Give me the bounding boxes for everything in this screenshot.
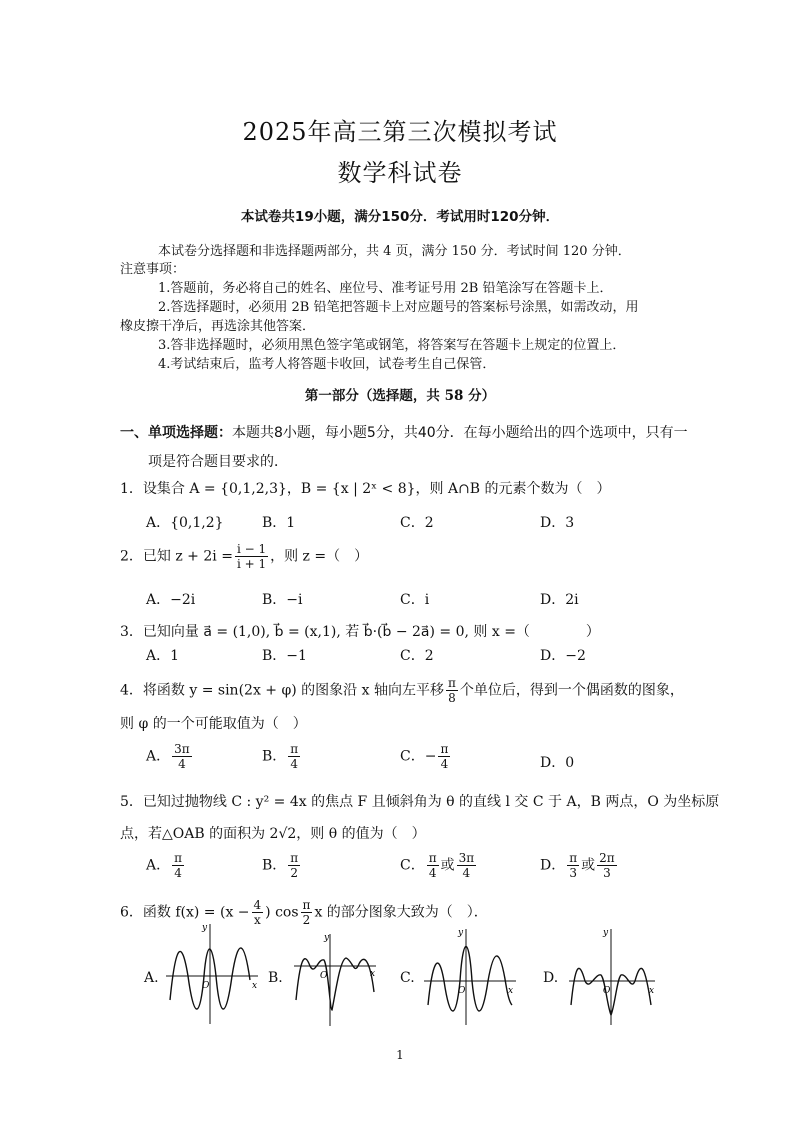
question-1-option-c: C．2 (400, 515, 434, 531)
y-axis-label: y (458, 928, 464, 938)
question-3-stem: 3．已知向量 a⃗ = (1,0), b⃗ = (x,1), 若 b⃗·(b⃗ − 2a⃗) = 0, 则 x =（ ） (120, 624, 600, 640)
frac-den: 4 (428, 866, 437, 880)
frac-num: π (302, 898, 311, 912)
exam-title: 2025年高三第三次模拟考试 (242, 118, 558, 146)
section-title: 第一部分（选择题，共 58 分） (304, 388, 496, 404)
frac-num: π (440, 742, 449, 756)
origin-label: O (603, 986, 611, 996)
frac-num: π (569, 851, 578, 865)
option-fraction (172, 851, 184, 880)
question-2-stem-b: ，则 z =（ ） (270, 548, 369, 565)
frac-den: 3 (603, 866, 611, 880)
question-5-option-a (146, 851, 186, 880)
question-4-stem-a: 4．将函数 y = sin(2x + φ) 的图象沿 x 轴向左平移 (120, 682, 444, 699)
part-desc-a: 本题共8小题，每小题5分，共40分．在每小题给出的四个选项中，只有一 (232, 425, 688, 441)
option-label: B． (262, 748, 287, 765)
option-label: C． (400, 857, 425, 874)
question-1-option-a: A．{0,1,2} (146, 515, 224, 531)
question-4-stem-b: 个单位后，得到一个偶函数的图象， (459, 682, 684, 699)
frac-num: 3π (174, 742, 190, 756)
exam-subject-title: 数学科试卷 (337, 159, 463, 187)
frac-num: π (174, 851, 183, 865)
y-axis-label: y (324, 933, 330, 943)
question-2-stem (120, 542, 368, 571)
notes-item-4: 4.考试结束后，监考人将答题卡收回，试卷考生自己保管． (158, 357, 496, 372)
question-2-stem-a: 2．已知 z + 2i = (120, 548, 233, 565)
option-label: C． (400, 748, 425, 765)
y-axis-label: y (202, 923, 208, 933)
option-fraction-2 (457, 851, 477, 880)
question-2-frac-den: i + 1 (236, 557, 267, 571)
option-fraction (438, 742, 450, 771)
frac-den: 4 (440, 757, 449, 771)
question-3-option-d: D．−2 (540, 648, 586, 664)
option-fraction (288, 742, 300, 771)
question-3-option-c: C．2 (400, 648, 434, 664)
question-2-option-b: B．−i (262, 592, 303, 608)
frac-num: 4 (253, 898, 262, 912)
question-4-frac-den: 8 (448, 691, 456, 705)
question-5-option-c (400, 851, 478, 880)
notes-heading: 注意事项： (120, 262, 186, 277)
question-2-option-a: A．−2i (146, 592, 196, 608)
question-4-option-b (262, 742, 302, 771)
notes-item-2a: 2.答选择题时，必须用 2B 铅笔把答题卡上对应题号的答案标号涂黑，如需改动，用 (158, 300, 639, 315)
question-6-option-c: C. (400, 970, 415, 986)
notes-item-1: 1.答题前，务必将自己的姓名、座位号、准考证号用 2B 铅笔涂写在答题卡上． (158, 281, 613, 296)
question-3-option-b: B．−1 (262, 648, 307, 664)
question-6-stem-c: x 的部分图象大致为（ ）． (314, 904, 488, 921)
option-label: D． (540, 857, 566, 874)
graph-option-d (565, 925, 660, 1030)
graph-option-b (290, 930, 380, 1030)
origin-label: O (320, 971, 328, 981)
question-2-frac-num: i − 1 (236, 542, 267, 556)
option-value: 0 (565, 755, 575, 771)
frac-num: π (290, 742, 299, 756)
question-4-stem (120, 676, 684, 705)
question-4-option-a (146, 742, 194, 771)
frac-den: 4 (462, 866, 471, 880)
question-5-option-b (262, 851, 302, 880)
frac-den: 3 (569, 866, 577, 880)
part-heading (120, 422, 688, 442)
question-6-option-b: B. (268, 970, 283, 986)
question-4-frac-num: π (447, 676, 456, 690)
option-or: 或 (581, 857, 596, 874)
question-3-option-a: A．1 (146, 648, 180, 664)
question-5-stem-b: 点，若△OAB 的面积为 2√2，则 θ 的值为（ ） (120, 826, 426, 842)
option-fraction (288, 851, 300, 880)
notes-item-3: 3.答非选择题时，必须用黑色签字笔或钢笔，将答案写在答题卡上规定的位置上． (158, 338, 626, 353)
question-5-option-d (540, 851, 619, 880)
x-axis-label: x (508, 986, 514, 996)
question-2-fraction (235, 542, 268, 571)
option-label: A． (146, 857, 171, 874)
y-axis-label: y (603, 928, 609, 938)
notes-item-2b: 橡皮擦干净后，再选涂其他答案． (120, 319, 316, 334)
question-6-stem-a: 6．函数 f(x) = (x − (120, 904, 250, 921)
question-4-stem-c: 则 φ 的一个可能取值为（ ） (120, 716, 307, 732)
frac-den: 2 (302, 913, 311, 927)
option-label: B． (262, 857, 287, 874)
question-4-option-d (540, 752, 574, 772)
frac-den: 4 (178, 757, 186, 771)
question-6-option-a: A. (144, 970, 159, 986)
graph-option-c (420, 925, 520, 1030)
frac-num: π (428, 851, 437, 865)
frac-den: x (253, 913, 261, 927)
origin-label: O (458, 986, 466, 996)
frac-num: π (290, 851, 299, 865)
origin-label: O (202, 981, 210, 991)
graph-option-a (162, 920, 262, 1030)
frac-num: 3π (458, 851, 475, 865)
question-6-fraction-2 (301, 898, 313, 927)
question-6-option-d: D. (543, 970, 559, 986)
option-sign: − (424, 748, 437, 765)
question-2-option-c: C．i (400, 592, 430, 608)
option-label: D． (540, 755, 566, 771)
frac-num: 2π (599, 851, 615, 865)
question-4-fraction (446, 676, 458, 705)
question-1-option-b: B．1 (262, 515, 296, 531)
x-axis-label: x (649, 986, 655, 996)
question-1-option-d: D．3 (540, 515, 575, 531)
question-4-option-c (400, 742, 452, 771)
part-desc-b: 项是符合题目要求的． (148, 454, 288, 470)
exam-summary: 本试卷共19小题，满分150分．考试用时120分钟． (240, 209, 560, 225)
option-fraction (427, 851, 439, 880)
question-6-stem-b: ) cos (265, 904, 299, 921)
option-fraction (567, 851, 579, 880)
option-fraction-2 (597, 851, 617, 880)
option-fraction (172, 742, 192, 771)
frac-den: 4 (290, 757, 299, 771)
question-1-stem: 1．设集合 A = {0,1,2,3}，B = {x | 2ˣ < 8}，则 A∩B 的元素个数为（ ） (120, 481, 611, 497)
frac-den: 4 (174, 866, 182, 880)
question-5-stem-a: 5．已知过抛物线 C : y² = 4x 的焦点 F 且倾斜角为 θ 的直线 l 交 C 于 A，B 两点，O 为坐标原 (120, 794, 720, 810)
frac-den: 2 (290, 866, 299, 880)
x-axis-label: x (252, 981, 258, 991)
option-or: 或 (440, 857, 455, 874)
function-curve (428, 947, 512, 1012)
question-2-option-d: D．2i (540, 592, 579, 608)
option-label: A． (146, 748, 171, 765)
x-axis-label: x (370, 969, 376, 979)
part-label: 一、单项选择题： (120, 425, 232, 441)
notes-intro: 本试卷分选择题和非选择题两部分，共 4 页，满分 150 分．考试时间 120 分钟． (158, 244, 631, 259)
page-number: 1 (396, 1048, 404, 1062)
